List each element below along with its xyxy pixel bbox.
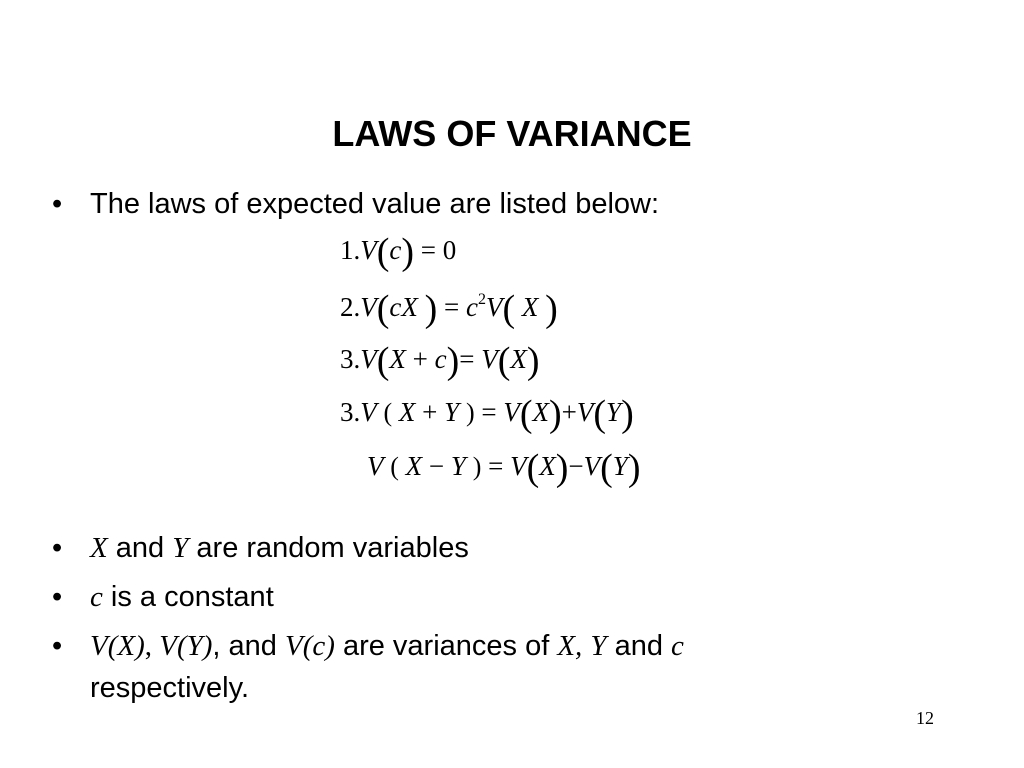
symbol-x: X xyxy=(90,532,108,564)
equation-4-label: 3. xyxy=(340,397,361,427)
text-and: and xyxy=(606,630,672,662)
slide-title: LAWS OF VARIANCE xyxy=(332,113,692,154)
bullet-random-variables xyxy=(52,530,469,566)
equation-2-label: 2. xyxy=(340,292,361,322)
symbol-vy: V(Y) xyxy=(159,630,213,662)
bullet-marker: • xyxy=(52,630,63,662)
symbol-vx: V(X) xyxy=(90,630,145,662)
equations-block xyxy=(340,224,760,494)
symbol-x: X, xyxy=(557,630,583,662)
text-comma: , xyxy=(144,630,160,662)
text-and: , and xyxy=(212,630,285,662)
intro-text: The laws of expected value are listed below: xyxy=(90,188,660,220)
text-and: and xyxy=(107,532,173,564)
bullet-marker: • xyxy=(52,188,63,220)
bullet-variances-continuation: respectively. xyxy=(90,672,250,704)
equation-1-label: 1. xyxy=(340,235,361,265)
equation-4: 3.V ( X + Y ) = V(X)+V(Y) xyxy=(340,393,634,435)
equation-3: 3.V(X + c)= V(X) xyxy=(340,340,540,382)
symbol-vc: V(c) xyxy=(284,630,335,662)
text-rest: is a constant xyxy=(102,581,274,613)
bullet-constant xyxy=(52,579,274,615)
page-number: 12 xyxy=(916,708,934,728)
symbol-y: Y xyxy=(172,532,189,564)
symbol-y: Y xyxy=(590,630,607,662)
bullet-marker: • xyxy=(52,581,63,613)
bullet-marker: • xyxy=(52,532,63,564)
symbol-c: c xyxy=(90,581,103,613)
equation-2: 2.V(cX ) = $c^2V$( X ) xyxy=(340,288,558,330)
text-mid: are variances of xyxy=(334,630,558,662)
bullet-variances xyxy=(52,628,684,664)
text-rest: are random variables xyxy=(188,532,469,564)
symbol-c: c xyxy=(671,630,684,662)
equation-1: 1.V(c) = 0 xyxy=(340,231,457,273)
equation-3-label: 3. xyxy=(340,344,361,374)
intro-bullet xyxy=(52,186,659,222)
equation-5: V ( X − Y ) = V(X)−V(Y) xyxy=(367,447,641,489)
